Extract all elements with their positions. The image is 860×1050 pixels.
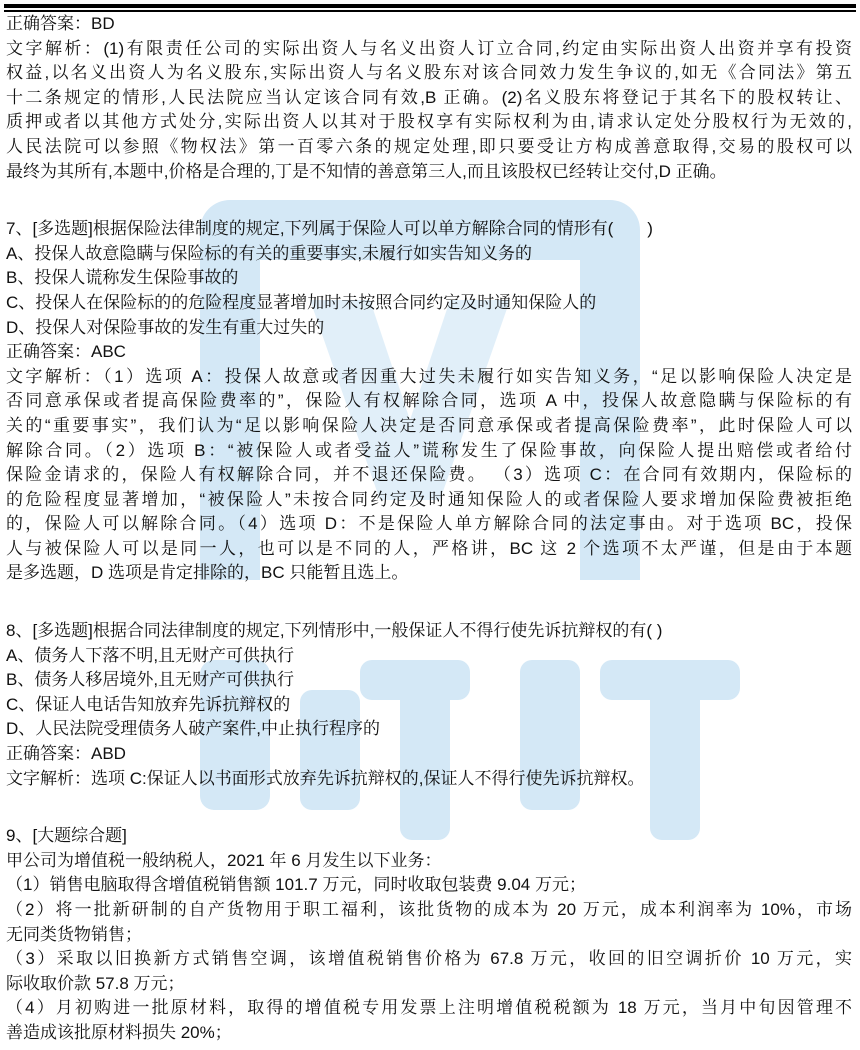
paragraph xyxy=(6,291,852,316)
text-line: 正确答案：BD xyxy=(6,14,115,33)
question-8 xyxy=(6,619,852,791)
text-line: 际收取价款 57.8 万元； xyxy=(6,973,185,993)
text-line: （4）月初购进一批原材料，取得的增值税专用发票上注明增值税税额为 18 万元，当月中旬因管理不 xyxy=(6,998,852,1018)
paragraph xyxy=(6,947,852,996)
text-line: （3）采取以旧换新方式销售空调，该增值税销售价格为 67.8 万元，收回的旧空调折价 10 万元，实 xyxy=(6,949,852,969)
text-line: 质押或者以其他方式处分,实际出资人以其对于股权享有实际权利为由,请求认定处分股权行为无效的, xyxy=(6,112,852,132)
paragraph xyxy=(6,717,852,742)
text-line: C、保证人电话告知放弃先诉抗辩权的 xyxy=(6,694,291,714)
text-line: 关的“重要事实”，我们认为“足以影响保险人决定是否同意承保或者提高保险费率”，此时保险人可以 xyxy=(6,415,852,435)
paragraph xyxy=(6,668,852,693)
text-line: 保险金请求的，保险人有权解除合同，并不退还保险费。 （3）选项 C：在合同有效期内，保险标的 xyxy=(6,465,852,485)
text-line: 是多选题，D 选项是肯定排除的，BC 只能暂且选上。 xyxy=(6,563,409,583)
paragraph xyxy=(6,767,852,792)
text-line: 8、[多选题]根据合同法律制度的规定,下列情形中,一般保证人不得行使先诉抗辩权的有( ) xyxy=(6,621,663,641)
document-body xyxy=(6,12,852,1046)
text-line: 文字解析：（1）选项 A：投保人故意或者因重大过失未履行如实告知义务，“足以影响保险人决定是 xyxy=(6,366,852,386)
text-line: D、投保人对保险事故的发生有重大过失的 xyxy=(6,317,325,337)
question-9 xyxy=(6,824,852,1045)
block-spacer xyxy=(6,791,852,824)
question-6-answer xyxy=(6,12,852,184)
text-line: 善造成该批原材料损失 20%； xyxy=(6,1022,232,1042)
paragraph xyxy=(6,316,852,341)
paragraph xyxy=(6,873,852,898)
text-line: 无同类货物销售； xyxy=(6,924,142,944)
text-line: 人与被保险人可以是同一人，也可以是不同的人，严格讲，BC 这 2 个选项不太严谨，但是由于本题 xyxy=(6,538,852,558)
text-line: 十二条规定的情形,人民法院应当认定该合同有效,B 正确。(2)名义股东将登记于其名下的股权转让、 xyxy=(6,87,852,107)
text-line: 否同意承保或者提高保险费率的”，保险人有权解除合同，选项 A 中，投保人故意隐瞒与保险标的有 xyxy=(6,391,852,411)
text-line: B、投保人谎称发生保险事故的 xyxy=(6,268,239,288)
text-line: A、投保人故意隐瞒与保险标的有关的重要事实,未履行如实告知义务的 xyxy=(6,243,533,263)
text-line: 解除合同。（2）选项 B：“被保险人或者受益人”谎称发生了保险事故，向保险人提出赔偿或者给付 xyxy=(6,440,852,460)
text-line: 最终为其所有,本题中,价格是合理的,丁是不知情的善意第三人,而且该股权已经转让交付,D 正确。 xyxy=(6,161,727,181)
text-line: A、债务人下落不明,且无财产可供执行 xyxy=(6,645,295,665)
paragraph xyxy=(6,742,852,767)
text-line: 9、[大题综合题] xyxy=(6,826,127,846)
text-line: 正确答案：ABD xyxy=(6,744,126,764)
paragraph xyxy=(6,242,852,267)
question-7 xyxy=(6,217,852,586)
block-spacer xyxy=(6,586,852,619)
paragraph xyxy=(6,824,852,849)
paragraph xyxy=(6,996,852,1045)
paragraph xyxy=(6,37,852,185)
paragraph xyxy=(6,693,852,718)
text-line: （2）将一批新研制的自产货物用于职工福利，该批货物的成本为 20 万元，成本利润率为 10%，市场 xyxy=(6,900,852,919)
text-line: 文字解析：(1)有限责任公司的实际出资人与名义出资人订立合同,约定由实际出资人出资并享有投资 xyxy=(6,38,852,58)
text-line: 的危险程度显著增加，“被保险人”未按合同约定及时通知保险人的或者保险人要求增加保险费被拒绝 xyxy=(6,489,852,509)
paragraph xyxy=(6,12,852,37)
paragraph xyxy=(6,849,852,874)
text-line: （1）销售电脑取得含增值税销售额 101.7 万元，同时收取包装费 9.04 万元； xyxy=(6,875,586,895)
text-line: D、人民法院受理债务人破产案件,中止执行程序的 xyxy=(6,719,380,739)
block-spacer xyxy=(6,184,852,217)
text-line: C、投保人在保险标的的危险程度显著增加时未按照合同约定及时通知保险人的 xyxy=(6,292,597,312)
text-line: 正确答案：ABC xyxy=(6,342,126,362)
paragraph xyxy=(6,340,852,365)
text-line: 人民法院可以参照《物权法》第一百零六条的规定处理,即只要受让方构成善意取得,交易的股权可以 xyxy=(6,136,852,156)
paragraph xyxy=(6,644,852,669)
paragraph xyxy=(6,217,852,242)
text-line: 的，保险人可以解除合同。（4）选项 D：不是保险人单方解除合同的法定事由。对于选项 BC，投保 xyxy=(6,514,852,534)
text-line: 文字解析：选项 C:保证人以书面形式放弃先诉抗辩权的,保证人不得行使先诉抗辩权。 xyxy=(6,768,645,788)
text-line: 7、[多选题]根据保险法律制度的规定,下列属于保险人可以单方解除合同的情形有( ) xyxy=(6,219,653,239)
paragraph xyxy=(6,365,852,586)
text-line: 权益,以名义出资人为名义股东,实际出资人与名义股东对该合同效力发生争议的,如无《合同法》第五 xyxy=(6,63,852,83)
paragraph xyxy=(6,898,852,947)
text-line: B、债务人移居境外,且无财产可供执行 xyxy=(6,670,295,690)
text-line: 甲公司为增值税一般纳税人，2021 年 6 月发生以下业务： xyxy=(6,850,442,870)
paragraph xyxy=(6,619,852,644)
paragraph xyxy=(6,266,852,291)
